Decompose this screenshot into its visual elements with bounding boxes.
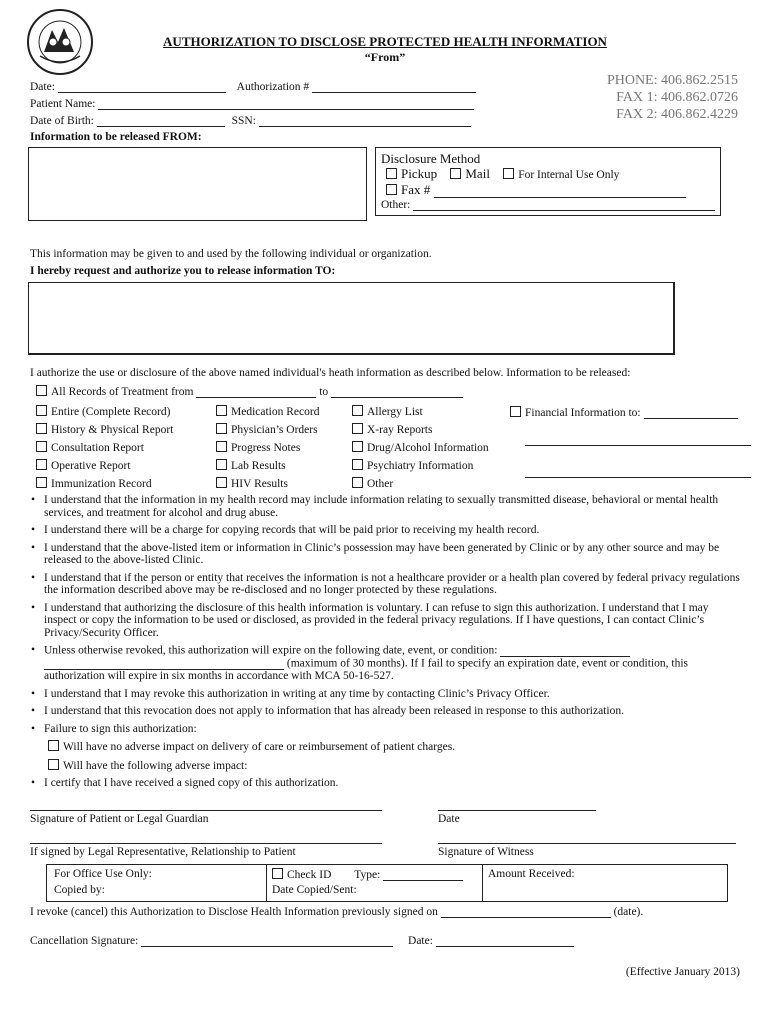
record-checkbox[interactable] [216, 423, 227, 434]
record-option[interactable]: Immunization Record [36, 475, 173, 493]
statement-item: • I understand that the information in my health record may include information relating to sexually transmitted disease, behavioral or mental health services, and treatment for alcohol and drug abuse. [30, 494, 742, 519]
patient-name-label: Patient Name: [30, 98, 96, 110]
records-to-field[interactable] [331, 385, 463, 398]
record-checkbox[interactable] [216, 459, 227, 470]
financial-checkbox[interactable] [510, 406, 521, 417]
fax-number-2: FAX 2: 406.862.4229 [616, 107, 738, 122]
financial-field-1[interactable] [644, 406, 738, 419]
date-label: Date: [30, 81, 55, 93]
ssn-field[interactable] [259, 114, 471, 127]
form-subtitle: “From” [364, 50, 406, 64]
internal-use-checkbox[interactable] [503, 168, 514, 179]
type-label: Type: [354, 869, 381, 881]
internal-use-label: For Internal Use Only [518, 169, 620, 181]
amount-received-label: Amount Received: [488, 868, 575, 880]
patient-signature-label: Signature of Patient or Legal Guardian [30, 813, 209, 825]
date-auth-row [30, 80, 476, 93]
record-checkbox[interactable] [216, 477, 227, 488]
form-title: AUTHORIZATION TO DISCLOSE PROTECTED HEALTH INFORMATION [163, 34, 607, 49]
ssn-label: SSN: [231, 115, 256, 127]
record-option[interactable]: Allergy List [352, 403, 489, 421]
record-option[interactable]: Drug/Alcohol Information [352, 439, 489, 457]
dob-field[interactable] [97, 114, 225, 127]
no-impact-checkbox[interactable] [48, 740, 59, 751]
revoke-date-field[interactable] [441, 905, 611, 918]
record-option[interactable]: Progress Notes [216, 439, 319, 457]
pickup-checkbox[interactable] [386, 168, 397, 179]
cancel-date-field[interactable] [436, 934, 574, 947]
revoke-row [30, 905, 643, 918]
statement-list [30, 494, 742, 795]
phone-number: PHONE: 406.862.2515 [606, 73, 738, 88]
type-field[interactable] [383, 868, 463, 881]
financial-field-3[interactable] [525, 465, 751, 478]
expiration-field-1[interactable] [500, 644, 630, 657]
contact-block [607, 72, 738, 123]
cancel-signature-label: Cancellation Signature: [30, 935, 139, 947]
copied-by-label: Copied by: [54, 884, 105, 896]
cancel-signature-row [30, 934, 574, 947]
all-records-row [36, 385, 463, 398]
statement-item: • I understand that the above-listed item or information in Clinic’s possession may have been generated by Clinic or by any other source and may be released to the above-listed Clinic. [30, 542, 742, 567]
cancel-signature-field[interactable] [141, 934, 393, 947]
mail-checkbox[interactable] [450, 168, 461, 179]
record-checkbox[interactable] [36, 405, 47, 416]
record-checkbox[interactable] [36, 441, 47, 452]
check-id-label: Check ID [287, 869, 332, 881]
release-from-label: Information to be released FROM: [30, 131, 202, 143]
record-checkbox[interactable] [352, 459, 363, 470]
record-checkbox[interactable] [36, 423, 47, 434]
disclosure-title: Disclosure Method [381, 151, 481, 166]
office-divider [482, 864, 483, 902]
check-id-row [272, 868, 463, 881]
revoke-text: I revoke (cancel) this Authorization to Disclose Health Information previously signed on [30, 906, 438, 918]
record-checkbox[interactable] [36, 477, 47, 488]
legal-rep-line[interactable] [30, 831, 382, 844]
records-column-3 [352, 403, 489, 493]
witness-signature-line[interactable] [438, 831, 736, 844]
all-records-checkbox[interactable] [36, 385, 47, 396]
release-to-intro: This information may be given to and used by the following individual or organization. [30, 248, 432, 260]
date-signature-label: Date [438, 813, 460, 825]
financial-field-2[interactable] [525, 433, 751, 446]
record-option[interactable]: Operative Report [36, 457, 173, 475]
record-option[interactable]: Psychiatry Information [352, 457, 489, 475]
statement-item: • I understand that if the person or entity that receives the information is not a healthcare provider or a health plan covered by federal privacy regulations the information described above may be re-disclosed and no longer protected by these regulations. [30, 572, 742, 597]
release-to-label: I hereby request and authorize you to release information TO: [30, 265, 336, 277]
record-option[interactable]: Medication Record [216, 403, 319, 421]
release-to-box[interactable] [28, 282, 675, 355]
all-records-label: All Records of Treatment from [51, 386, 194, 398]
authorization-label: Authorization # [236, 81, 310, 93]
other-label: Other: [381, 199, 411, 211]
fax-checkbox[interactable] [386, 184, 397, 195]
patient-signature-line[interactable] [30, 798, 382, 811]
statement-item: • I understand that this revocation does not apply to information that has already been released in response to this authorization. [30, 705, 742, 718]
record-checkbox[interactable] [352, 477, 363, 488]
adverse-impact-checkbox[interactable] [48, 759, 59, 770]
statement-item: • I understand that authorizing the disclosure of this health information is voluntary. I can refuse to sign this authorization. I understand that I may inspect or copy the information to be used or disclosed, as provided in the federal privacy regulations. If I have questions, I can contact Clinic’s Privacy/Security Officer. [30, 602, 742, 640]
record-option[interactable]: X-ray Reports [352, 421, 489, 439]
record-option[interactable]: Consultation Report [36, 439, 173, 457]
cancel-date-label: Date: [408, 935, 433, 947]
record-checkbox[interactable] [216, 441, 227, 452]
records-from-field[interactable] [196, 385, 316, 398]
record-checkbox[interactable] [352, 441, 363, 452]
records-intro: I authorize the use or disclosure of the above named individual's heath information as described below. Information to be released: [30, 367, 631, 379]
record-checkbox[interactable] [36, 459, 47, 470]
statement-item: • I understand that I may revoke this authorization in writing at any time by contacting Clinic’s Privacy Officer. [30, 688, 742, 701]
patient-name-row [30, 97, 474, 110]
office-divider [266, 864, 267, 902]
date-field[interactable] [58, 80, 226, 93]
office-use-label: For Office Use Only: [54, 868, 152, 880]
statement-item: • I certify that I have received a signed copy of this authorization. [30, 777, 742, 790]
record-option[interactable]: Lab Results [216, 457, 319, 475]
statement-item: • I understand there will be a charge for copying records that will be paid prior to receiving my health record. [30, 524, 742, 537]
records-column-1 [36, 403, 173, 493]
expiration-statement: • Unless otherwise revoked, this authorization will expire on the following date, event, or condition: (maximum of 30 months). If I fail to specify an expiration date, event or condition, this authorization will expire in six months in accordance with MCA 50-16-527. [30, 644, 742, 683]
record-option[interactable]: History & Physical Report [36, 421, 173, 439]
revoke-date-suffix: (date). [613, 906, 644, 918]
record-option[interactable]: Other [352, 475, 489, 493]
fax-label: Fax # [401, 182, 431, 197]
fax-row [386, 182, 686, 198]
failure-statement: • Failure to sign this authorization: Will have no adverse impact on delivery of care or reimbursement of patient charges. Will have the following adverse impact: [30, 723, 742, 773]
release-from-box[interactable] [28, 147, 367, 221]
fax-number-1: FAX 1: 406.862.0726 [616, 90, 738, 105]
dob-label: Date of Birth: [30, 115, 94, 127]
record-checkbox[interactable] [352, 405, 363, 416]
check-id-checkbox[interactable] [272, 868, 283, 879]
witness-label: Signature of Witness [438, 846, 534, 858]
records-to-label: to [319, 386, 329, 398]
other-field[interactable] [413, 198, 715, 211]
patient-date-line[interactable] [438, 798, 596, 811]
record-option[interactable]: Physician’s Orders [216, 421, 319, 439]
record-option[interactable]: HIV Results [216, 475, 319, 493]
pickup-label: Pickup [401, 166, 438, 181]
authorization-field[interactable] [312, 80, 476, 93]
legal-rep-label: If signed by Legal Representative, Relationship to Patient [30, 846, 296, 858]
disclosure-options-row [386, 166, 619, 182]
other-row [381, 198, 715, 211]
record-checkbox[interactable] [216, 405, 227, 416]
financial-label: Financial Information to: [525, 407, 641, 419]
expiration-field-2[interactable] [44, 657, 284, 670]
financial-row [510, 406, 738, 419]
patient-name-field[interactable] [98, 97, 474, 110]
effective-date: (Effective January 2013) [625, 966, 740, 978]
fax-number-field[interactable] [434, 185, 686, 198]
records-column-2 [216, 403, 319, 493]
date-copied-label: Date Copied/Sent: [272, 884, 357, 896]
record-option[interactable]: Entire (Complete Record) [36, 403, 173, 421]
record-checkbox[interactable] [352, 423, 363, 434]
mail-label: Mail [465, 166, 490, 181]
dob-ssn-row [30, 114, 471, 127]
